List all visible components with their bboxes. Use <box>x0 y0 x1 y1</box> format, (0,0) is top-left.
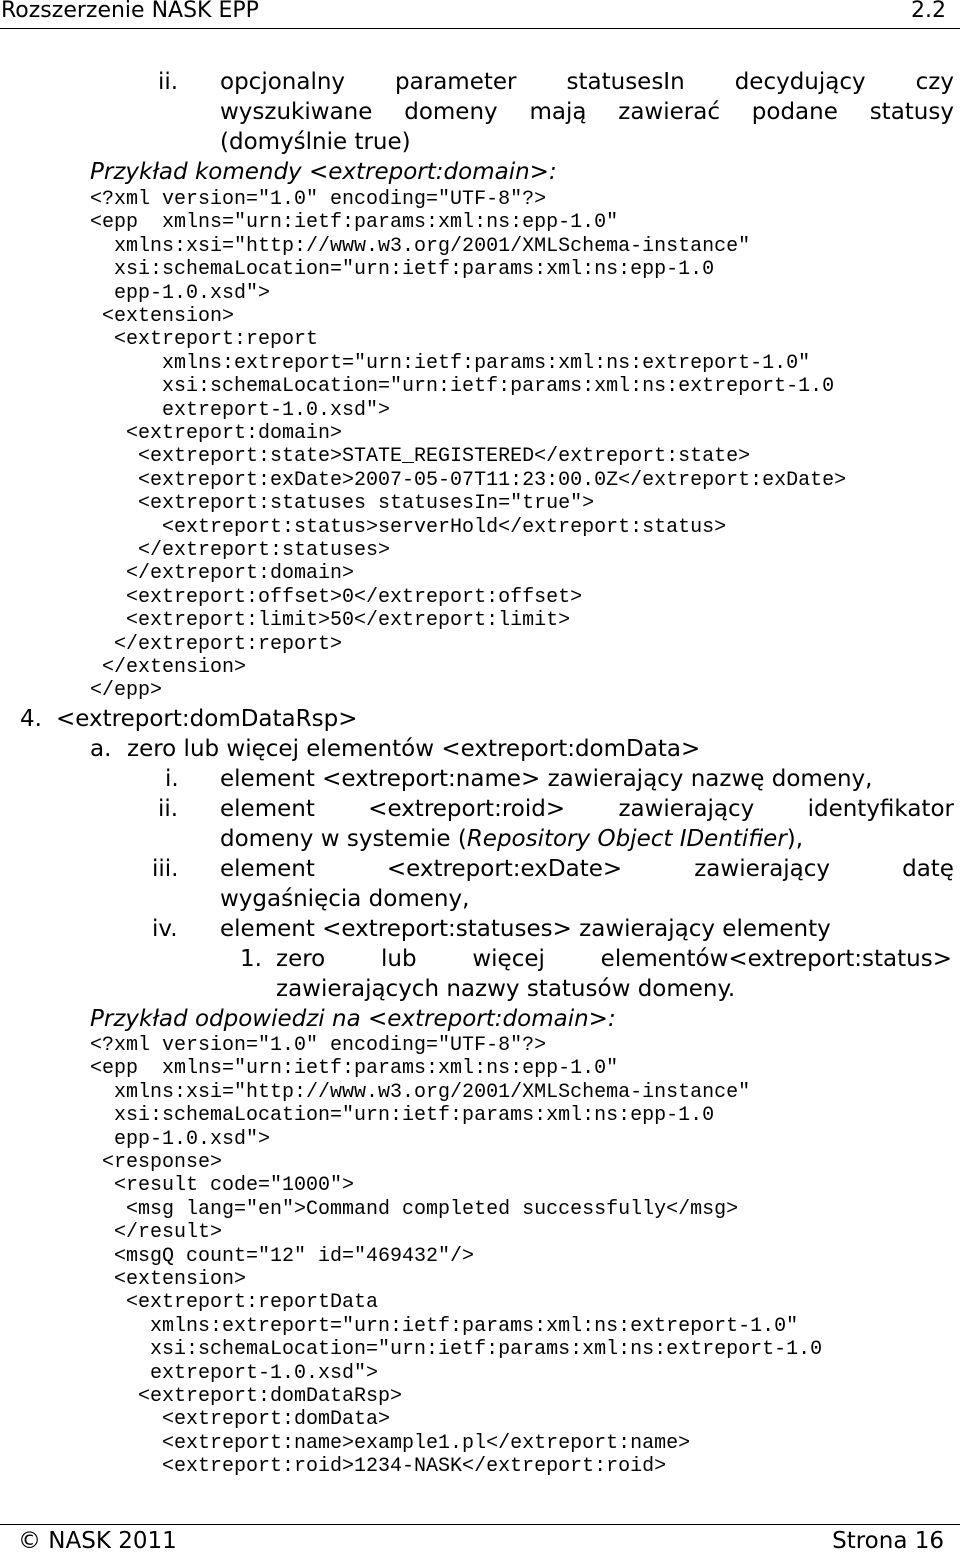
code-line: epp-1.0.xsd"> <box>90 1127 271 1151</box>
code-line: <extreport:roid>1234-NASK</extreport:roid> <box>90 1455 667 1479</box>
intro-item-ii-line3: (domyślnie true) <box>220 129 411 155</box>
word: mają <box>529 99 587 125</box>
code-line: <extreport:state>STATE_REGISTERED</extreport:state> <box>90 445 751 469</box>
item-1-number: 1. <box>240 946 262 972</box>
code-line: xsi:schemaLocation="urn:ietf:params:xml:ns:epp-1.0 <box>90 1104 715 1128</box>
word: <extreport:roid> <box>368 796 566 822</box>
word: datę <box>902 856 954 882</box>
text: ), <box>786 826 804 852</box>
code-line: <extreport:exDate>2007-05-07T11:23:00.0Z</extreport:exDate> <box>90 468 847 492</box>
code-line: xmlns:extreport="urn:ietf:params:xml:ns:extreport-1.0" <box>90 351 811 375</box>
code-line: xsi:schemaLocation="urn:ietf:params:xml:ns:extreport-1.0 <box>90 375 835 399</box>
word: element <box>220 796 315 822</box>
document-version: 2.2 <box>911 0 946 23</box>
word: lub <box>381 946 417 972</box>
word: <extreport:exDate> <box>386 856 623 882</box>
document-title: Rozszerzenie NASK EPP <box>1 0 259 23</box>
code-line: <extreport:name>example1.pl</extreport:name> <box>90 1431 691 1455</box>
item-ii-line1 <box>220 794 954 824</box>
code-line: <extreport:domain> <box>90 422 343 445</box>
code-line: xmlns:xsi="http://www.w3.org/2001/XMLSchema-instance" <box>90 1080 751 1104</box>
item-i-text: element <extreport:name> zawierający nazwę domeny, <box>220 766 873 792</box>
word: identyfikator <box>807 796 954 822</box>
item-iii-line1 <box>220 854 954 884</box>
code-line: <extreport:domDataRsp> <box>90 1385 403 1408</box>
code-line: <extreport:domData> <box>90 1408 391 1432</box>
code-line: <extreport:statuses statusesIn="true"> <box>90 492 595 516</box>
code-line: <extension> <box>90 305 235 328</box>
item-a-text: zero lub więcej elementów <extreport:domData> <box>127 736 701 762</box>
word: element <box>220 856 315 882</box>
code-line: <?xml version="1.0" encoding="UTF-8"?> <box>90 1034 547 1057</box>
section-4-title: <extreport:domDataRsp> <box>56 706 358 732</box>
code-line: </epp> <box>90 679 163 703</box>
intro-item-ii-number: ii. <box>158 69 179 95</box>
page-number: Strona 16 <box>832 1528 944 1554</box>
text: domeny w systemie ( <box>220 826 467 852</box>
word: decydujący <box>734 69 866 95</box>
footer-rule <box>0 1524 960 1525</box>
code-line: xsi:schemaLocation="urn:ietf:params:xml:ns:epp-1.0 <box>90 258 715 282</box>
italic-term: Repository Object IDentifier <box>466 826 787 852</box>
code-line: <msgQ count="12" id="469432"/> <box>90 1244 475 1268</box>
word: podane <box>751 99 838 125</box>
word: parameter <box>395 69 517 95</box>
example-response-label: Przykład odpowiedzi na <extreport:domain>: <box>90 1006 616 1032</box>
code-line: <msg lang="en">Command completed successfully</msg> <box>90 1197 739 1221</box>
code-line: </extreport:report> <box>90 632 343 656</box>
item-iii-line2: wygaśnięcia domeny, <box>220 886 470 912</box>
code-line: <extreport:offset>0</extreport:offset> <box>90 585 583 609</box>
page-footer <box>0 1520 960 1555</box>
item-i-number: i. <box>165 766 179 792</box>
word: domeny <box>404 99 498 125</box>
code-line: <epp xmlns="urn:ietf:params:xml:ns:epp-1.0" <box>90 1057 619 1081</box>
word: zero <box>276 946 326 972</box>
code-line: <extreport:report <box>90 328 319 352</box>
item-iii-number: iii. <box>152 856 179 882</box>
code-line: xsi:schemaLocation="urn:ietf:params:xml:ns:extreport-1.0 <box>90 1338 823 1362</box>
code-line: <result code="1000"> <box>90 1174 355 1198</box>
item-iv-text: element <extreport:statuses> zawierający elementy <box>220 916 831 942</box>
code-line: <extreport:reportData <box>90 1291 379 1315</box>
code-line: epp-1.0.xsd"> <box>90 281 271 305</box>
code-line: <epp xmlns="urn:ietf:params:xml:ns:epp-1.0" <box>90 211 619 235</box>
item-1-line2: zawierających nazwy statusów domeny. <box>276 976 736 1002</box>
intro-item-ii-line1 <box>220 67 954 97</box>
code-line: </extreport:statuses> <box>90 539 391 562</box>
page-header <box>0 0 960 24</box>
word: statusesIn <box>566 69 685 95</box>
word: czy <box>915 69 954 95</box>
code-line: <extreport:limit>50</extreport:limit> <box>90 609 571 633</box>
code-line: extreport-1.0.xsd"> <box>90 1361 379 1385</box>
code-line: </result> <box>90 1221 223 1245</box>
item-a-number: a. <box>90 736 112 762</box>
word: elementów<extreport:status> <box>600 946 952 972</box>
item-ii-number: ii. <box>158 796 179 822</box>
item-ii-line2 <box>220 824 803 854</box>
code-line: </extension> <box>90 656 247 679</box>
word: więcej <box>472 946 545 972</box>
word: zawierający <box>694 856 831 882</box>
section-4-number: 4. <box>20 706 42 732</box>
header-rule <box>0 28 960 29</box>
code-line: <response> <box>90 1151 223 1174</box>
intro-item-ii-line2 <box>220 97 954 127</box>
word: opcjonalny <box>220 69 346 95</box>
code-line: </extreport:domain> <box>90 562 355 586</box>
copyright-text: © NASK 2011 <box>18 1528 177 1554</box>
code-line: <extension> <box>90 1268 247 1291</box>
code-line: <extreport:status>serverHold</extreport:status> <box>90 515 727 539</box>
item-iv-number: iv. <box>152 916 178 942</box>
item-1-line1 <box>276 944 952 974</box>
code-line: <?xml version="1.0" encoding="UTF-8"?> <box>90 188 547 211</box>
word: zawierający <box>618 796 755 822</box>
example-command-label: Przykład komendy <extreport:domain>: <box>90 159 557 185</box>
code-line: extreport-1.0.xsd"> <box>90 398 391 422</box>
word: statusy <box>869 99 954 125</box>
code-line: xmlns:extreport="urn:ietf:params:xml:ns:extreport-1.0" <box>90 1314 799 1338</box>
code-line: xmlns:xsi="http://www.w3.org/2001/XMLSchema-instance" <box>90 234 751 258</box>
word: zawierać <box>618 99 720 125</box>
word: wyszukiwane <box>220 99 373 125</box>
